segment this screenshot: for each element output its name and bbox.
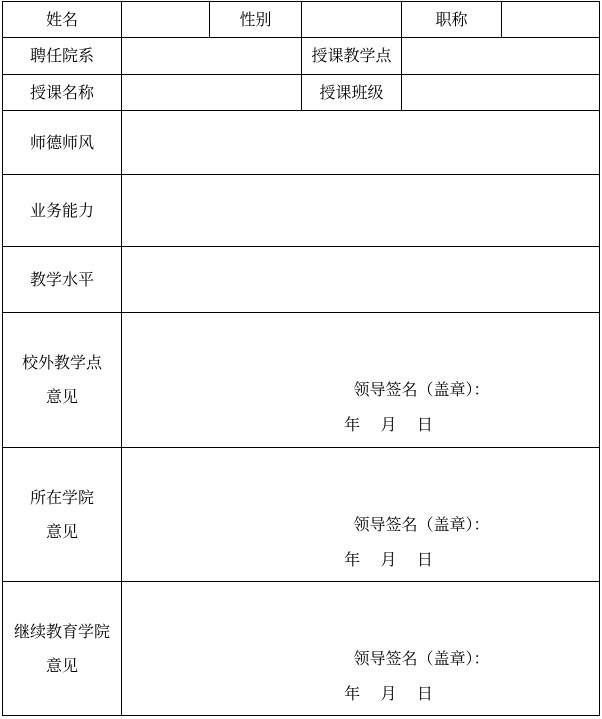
course-name-field[interactable] — [122, 75, 302, 111]
row-teaching-level — [3, 247, 600, 313]
offsite-opinion-field[interactable] — [122, 313, 600, 448]
offsite-opinion-label — [3, 313, 122, 448]
continuing-ed-date-label — [122, 684, 599, 703]
offsite-signature-label: 领导签名（盖章）： — [353, 380, 490, 399]
gender-label: 性别 — [210, 2, 302, 38]
row-college-opinion — [3, 448, 600, 582]
teaching-level-label: 教学水平 — [3, 247, 122, 313]
ability-label: 业务能力 — [3, 175, 122, 247]
title-label: 职称 — [402, 2, 502, 38]
class-field[interactable] — [402, 75, 600, 111]
continuing-ed-opinion-label — [3, 582, 122, 716]
teaching-point-label: 授课教学点 — [302, 38, 402, 75]
college-date-label — [122, 550, 599, 569]
class-label: 授课班级 — [302, 75, 402, 111]
course-name-label: 授课名称 — [3, 75, 122, 111]
title-field[interactable] — [502, 2, 600, 38]
college-opinion-label-line2: 意见 — [45, 521, 78, 541]
row-ability — [3, 175, 600, 247]
continuing-ed-date-text: 年 月 日 — [344, 684, 433, 703]
continuing-ed-opinion-label-line1: 继续教育学院 — [13, 621, 110, 641]
offsite-date-text: 年 月 日 — [344, 415, 433, 434]
row-department — [3, 38, 600, 75]
row-offsite-opinion — [3, 313, 600, 448]
college-signature-label: 领导签名（盖章）： — [353, 515, 490, 534]
row-continuing-ed-opinion — [3, 582, 600, 716]
continuing-ed-opinion-label-line2: 意见 — [45, 655, 78, 675]
department-field[interactable] — [122, 38, 302, 75]
teaching-point-field[interactable] — [402, 38, 600, 75]
name-label: 姓名 — [3, 2, 122, 38]
row-ethics — [3, 111, 600, 175]
gender-field[interactable] — [302, 2, 402, 38]
continuing-ed-opinion-field[interactable] — [122, 582, 600, 716]
offsite-date-label — [122, 415, 599, 434]
evaluation-form-table — [2, 1, 600, 716]
continuing-ed-signature-label: 领导签名（盖章）： — [353, 649, 490, 668]
college-opinion-label-line1: 所在学院 — [29, 487, 94, 507]
ethics-field[interactable] — [122, 111, 600, 175]
college-date-text: 年 月 日 — [344, 550, 433, 569]
department-label: 聘任院系 — [3, 38, 122, 75]
ethics-label: 师德师风 — [3, 111, 122, 175]
row-course — [3, 75, 600, 111]
offsite-opinion-label-line1: 校外教学点 — [21, 353, 102, 372]
name-field[interactable] — [122, 2, 210, 38]
ability-field[interactable] — [122, 175, 600, 247]
teaching-level-field[interactable] — [122, 247, 600, 313]
college-opinion-field[interactable] — [122, 448, 600, 582]
college-opinion-label — [3, 448, 122, 582]
offsite-opinion-label-line2: 意见 — [45, 387, 78, 406]
row-basic-info — [3, 2, 600, 38]
